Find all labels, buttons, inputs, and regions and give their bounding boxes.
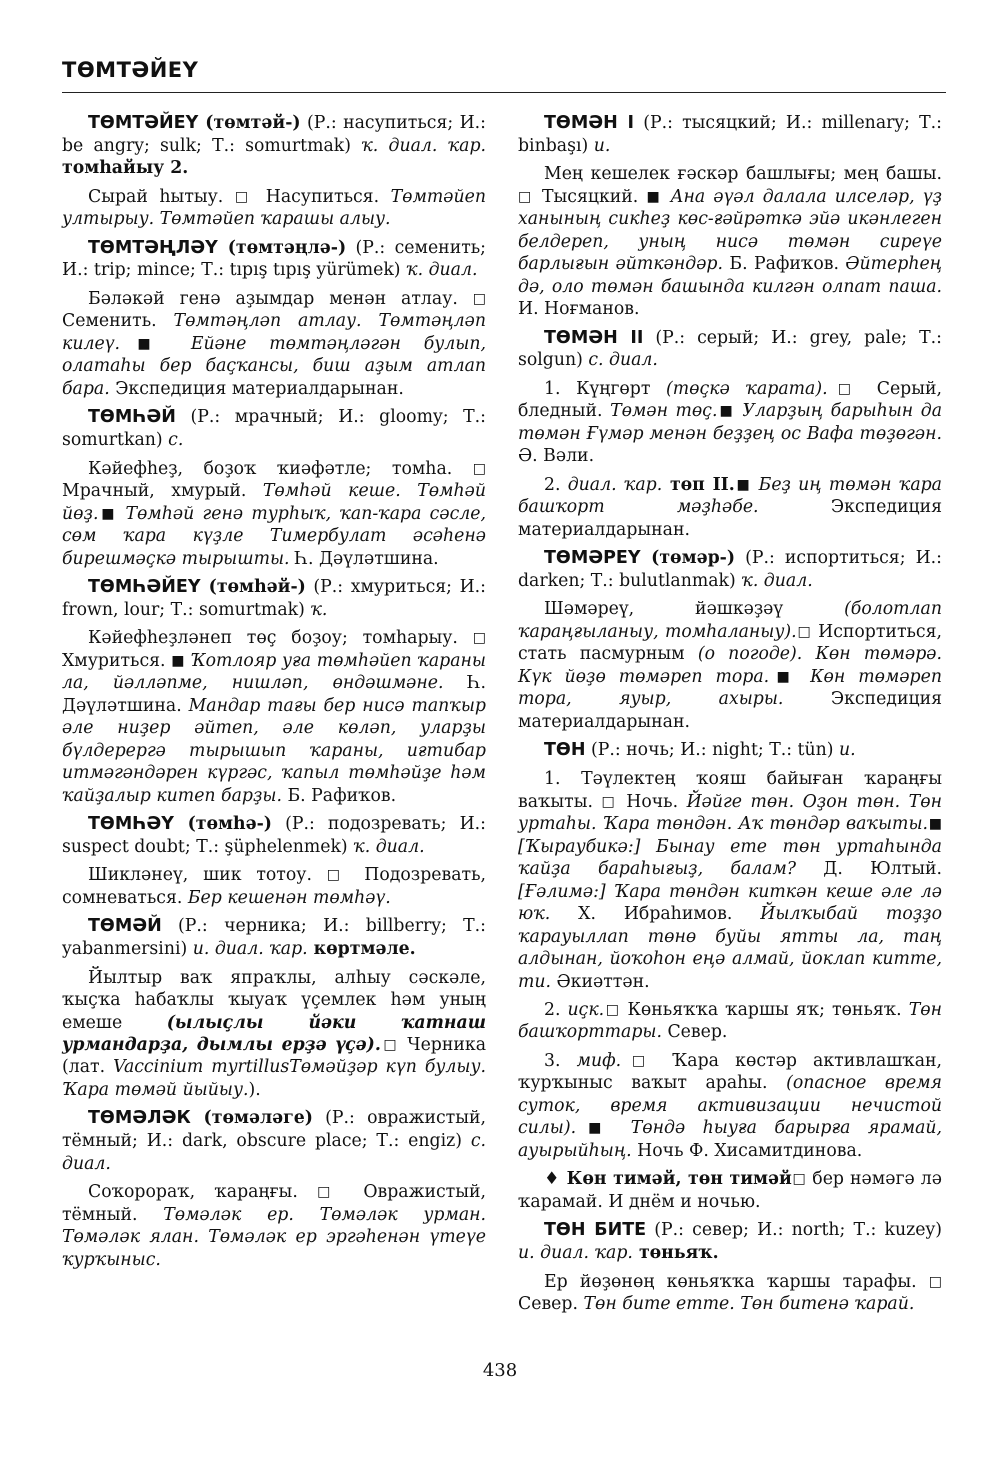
entry-text: Север. — [518, 1294, 584, 1315]
right-column — [518, 112, 942, 1322]
entry-text: (Р.: мрачный; И.: gloomy; Т.: somurtkan) — [62, 407, 486, 451]
dictionary-entry — [62, 1107, 486, 1175]
entry-text: [Ғәлимә:] Ҡара төндән киткән кеше әле лә юҡ. — [518, 881, 942, 925]
entry-text: и. диал. ҡар. — [518, 1243, 633, 1264]
entry-text: Бер кешенән төмһәү. — [187, 887, 391, 908]
definition-paragraph — [518, 768, 942, 993]
entry-text: Төмәйҙәр күп булыу. Ҡара төмәй йыйыу. — [62, 1057, 486, 1100]
headword: ТӨМӘРЕҮ — [544, 548, 641, 569]
entry-text: 3. — [544, 1050, 577, 1071]
headword: ТӨМӘН II — [544, 327, 644, 348]
entry-text: Йылтыр ваҡ япраҡлы, алһыу сәскәле, ҡыҫҡа һабаҡлы ҡыуаҡ үҫемлек һәм уның емеше — [62, 967, 486, 1033]
translation-marker: □ — [604, 1001, 621, 1018]
entry-text: Һ. Дәүләтшина. — [289, 548, 439, 569]
translation-marker: □ — [317, 1184, 345, 1201]
headword: ТӨН БИТЕ — [544, 1220, 647, 1241]
entry-text: (төмтәңлә-) — [217, 237, 347, 258]
entry-text: (Р.: тысяцкий; И.: millenary; Т.: binbaşı) — [518, 113, 942, 156]
entry-text: Мең кешелек ғәскәр башлығы; мең башы. — [544, 164, 942, 185]
entry-text: Экспедиция материалдарынан. — [518, 689, 942, 732]
definition-paragraph — [518, 474, 942, 541]
entry-text: Төмтәйеп ултырыу. Төмтәйеп ҡарашы алыу. — [62, 186, 486, 230]
entry-text: [Ҡыраубикә:] Бынау ете төн уртаһында ҡайҙа бараһығыҙ, балам? — [518, 836, 942, 880]
definition-paragraph — [62, 1181, 486, 1271]
entry-text: и. диал. ҡар. — [192, 939, 308, 960]
entry-text: с. диал. — [588, 350, 658, 371]
entry-text: Төн башҡорттары. — [518, 999, 943, 1043]
translation-marker: □ — [472, 290, 486, 307]
entry-text: Сырай һытыу. — [88, 186, 235, 207]
entry-text: Уларҙың барыһын да төмән Ғүмәр менән беҙҙең ос Вафа төҙөгән. — [518, 401, 943, 444]
entry-text: Йәйге төн. Оҙон төн. Төн уртаһы. Ҡара төндән. Аҡ төндәр ваҡыты. — [518, 791, 942, 835]
translation-marker: □ — [472, 630, 486, 647]
page-number: 438 — [482, 1360, 518, 1381]
dictionary-entry — [62, 915, 486, 960]
translation-marker: □ — [928, 1273, 942, 1290]
entry-text: Көн төмәреп тора, яуыр, ахыры. — [518, 666, 942, 710]
entry-text: Ер йөҙөнөң көньяҡҡа ҡаршы тарафы. — [544, 1271, 929, 1292]
entry-text: И. Ноғманов. — [518, 299, 640, 320]
entry-text: диал. ҡар. — [567, 474, 663, 495]
entry-text: Экспедиция материалдарынан. — [109, 378, 404, 399]
dictionary-entry — [62, 406, 486, 451]
definition-paragraph — [62, 864, 486, 909]
entry-text: (төҫкә ҡарата). — [666, 378, 828, 399]
entry-text: Серый, бледный. — [518, 378, 942, 422]
entry-text: Төмтәңләп атлау. Төмтәңләп килеү. — [62, 311, 486, 354]
translation-marker: □ — [380, 1037, 400, 1053]
entry-text: Ҡотлояр уға төмһәйеп ҡараны ла, йәлләпме, нишләп, өндәшмәне. — [62, 650, 486, 694]
entry-text: көртмәле. — [307, 939, 416, 960]
entry-text: Vaccinium myrtillus — [113, 1057, 290, 1078]
entry-text: ҡ. диал. — [353, 836, 425, 857]
definition-paragraph — [518, 1050, 942, 1162]
entry-text: Кәйефһеҙ, боҙоҡ ҡиәфәтле; томһа. — [88, 458, 473, 479]
dictionary-entry — [62, 813, 486, 858]
entry-text: Ночь — [631, 1140, 689, 1161]
headword: ТӨМӘЛӘК — [88, 1108, 191, 1129]
entry-text: (болотлап ҡараңғыланыу, томһаланыу). — [518, 599, 942, 642]
entry-text: (төмәр-) — [640, 548, 736, 569]
translation-marker: □ — [472, 460, 486, 477]
headword: ТӨМҺӘЙЕҮ — [88, 577, 201, 597]
example-marker: ■ — [171, 652, 185, 669]
translation-marker: □ — [791, 1171, 807, 1188]
entry-text: Мрачный, хмурый. — [62, 481, 263, 502]
entry-text: Насупиться. — [254, 186, 391, 207]
translation-marker: □ — [621, 1052, 656, 1069]
running-head: ТӨМТӘЙЕҮ — [62, 58, 199, 82]
entry-text: Төмәләк ер. Төмәләк урман. Төмәләк ялан. Төмәләк ер эргәһенән үтеүе ҡурҡыныс. — [62, 1204, 486, 1270]
entry-text: (төмһәй-) — [200, 577, 306, 597]
dictionary-entry — [62, 237, 486, 282]
definition-paragraph — [518, 1168, 942, 1213]
example-marker: ■ — [769, 668, 798, 685]
entry-text: ҡ. диал. — [406, 260, 478, 281]
entry-text: ). — [248, 1079, 261, 1100]
entry-text: (Р.: подозревать; И.: suspect doubt; Т.: şüphelenmek) — [62, 814, 486, 857]
entry-text: Төндә һыуға барырға ярамай, ауырыйһың. — [518, 1118, 942, 1161]
entry-text: Шикләнеү, шик тотоу. — [88, 865, 327, 886]
entry-text: (төмтәй-) — [198, 113, 301, 133]
definition-paragraph — [518, 1271, 942, 1316]
definition-paragraph — [62, 458, 486, 570]
entry-text: (ылыҫлы йәки ҡатнаш урмандарҙа, дымлы ерҙә үҫә). — [62, 1012, 486, 1055]
entry-text: (төмәләге) — [190, 1108, 313, 1129]
headword: ТӨМТӘҢЛӘҮ — [88, 237, 218, 258]
entry-text: Ф. Хисамитдинова. — [688, 1140, 863, 1161]
entry-text: Йылҡыбай тоҙҙо ҡарауыллап төнө буйы ятты ла, таң алдынан, йоҡоһон еңә алмай, йоклап китте, ти. — [518, 904, 942, 992]
entry-text: (Р.: ночь; И.: night; Т.: tün) — [585, 740, 839, 761]
example-marker: ■ — [98, 505, 118, 522]
example-marker: ■ — [928, 816, 942, 833]
entry-text: Ночь. — [617, 791, 687, 812]
entry-text: төньяҡ. — [632, 1243, 719, 1264]
entry-text: (Р.: испортиться; И.: darken; Т.: bulutlanmak) — [518, 548, 942, 591]
entry-text: Төмһәй генә турһыҡ, ҡап-ҡара сәсле, сөм ҡара күҙле Тимербулат әсәһенә бирешмәҫкә тырышты. — [62, 503, 486, 569]
headword: ТӨМӘЙ — [88, 916, 162, 937]
entry-text: Овражистый, тёмный. — [62, 1182, 486, 1225]
entry-text: Әйтерһең дә, оло төмән башында килгән олпат паша. — [518, 254, 942, 297]
entry-text: ҡ. — [310, 599, 328, 620]
dictionary-entry — [62, 576, 486, 621]
entry-text: 1. Күңгөрт — [544, 378, 667, 399]
entry-text: (Р.: хмуриться; И.: frown, lour; Т.: somurtmak) — [62, 577, 486, 620]
entry-text: Ә. Вәли. — [518, 446, 595, 467]
entry-text: Д. Юлтый. — [796, 859, 942, 880]
entry-text: иҫк. — [567, 999, 605, 1020]
entry-text: Кәйефһеҙләнеп төҫ боҙоу; томһарыу. — [88, 628, 473, 649]
dictionary-entry — [518, 327, 942, 372]
entry-text: (Р.: черника; И.: billberry; Т.: yabanmersini) — [62, 916, 486, 960]
dictionary-entry — [518, 112, 942, 157]
dictionary-entry — [62, 112, 486, 180]
entry-text: (о погоде). Көн төмәрә. Күк йөҙө төмәреп тора. — [518, 644, 942, 687]
entry-text: Экспедиция материалдарынан. — [518, 497, 942, 540]
dictionary-entry — [518, 547, 942, 592]
entry-text: төп II. — [662, 474, 735, 495]
translation-marker: □ — [326, 867, 350, 884]
entry-text: (Р.: север; И.: north; Т.: kuzey) — [646, 1220, 942, 1241]
headword: ТӨМӘН I — [544, 113, 635, 133]
entry-text: Семенить. — [62, 311, 174, 332]
entry-text: ♦ — [544, 1169, 561, 1190]
translation-marker: □ — [601, 793, 618, 810]
entry-text: миф. — [576, 1050, 622, 1071]
entry-text: Көньяҡҡа ҡаршы яҡ; төньяҡ. — [620, 999, 909, 1020]
entry-text: Әкиәттән. — [551, 971, 650, 992]
dictionary-entry — [518, 739, 942, 762]
entry-text: Б. Рафиҡов. — [281, 785, 397, 806]
headword: ТӨМҺӘҮ — [88, 814, 174, 835]
entry-text: ҡ. диал. — [741, 571, 813, 591]
entry-text: Б. Рафиҡов. — [722, 254, 846, 275]
definition-paragraph — [518, 163, 942, 320]
entry-text: Соҡорораҡ, ҡараңғы. — [88, 1182, 318, 1203]
example-marker: ■ — [717, 403, 735, 420]
entry-text: Ейәне төмтәңләгән булып, олатаһы бер баҫҡансы, биш аҙым атлап бара. — [62, 333, 486, 399]
entry-text: Төн бите етте. Төн битенә ҡарай. — [583, 1294, 915, 1315]
entry-text: с. диал. — [62, 1131, 486, 1174]
entry-text: Һ. Дәүләтшина. — [62, 673, 487, 716]
entry-text: Төмһәй кеше. Төмһәй йөҙ. — [62, 481, 486, 524]
definition-paragraph — [518, 598, 942, 733]
headword: ТӨМҺӘЙ — [88, 407, 176, 428]
definition-paragraph — [518, 999, 942, 1044]
entry-text: и. — [838, 740, 856, 761]
headword: ТӨН — [544, 740, 586, 761]
headword: ТӨМТӘЙЕҮ — [88, 113, 199, 133]
entry-text: (Р.: насупиться; И.: be angry; sulk; Т.: somurtmak) — [62, 113, 486, 156]
entry-text: (төмһә-) — [173, 814, 272, 835]
header-rule — [62, 92, 946, 93]
translation-marker: □ — [796, 623, 812, 640]
dictionary-entry — [518, 1219, 942, 1264]
definition-paragraph — [62, 627, 486, 807]
entry-text: Ана әүәл далала илселәр, үҙ ханының сикһеҙ көс-ғәйрәткә эйә икәнлеген белдереп, уның нисә төмән сиреүе барлығын әйткәндәр. — [518, 186, 943, 275]
entry-text: Төмән төҫ. — [610, 401, 718, 422]
entry-text: Подозревать, сомневаться. — [62, 865, 486, 908]
entry-text: Тысяцкий. — [533, 186, 647, 207]
entry-text: 2. — [544, 474, 568, 495]
entry-text: Х. Ибраһимов. — [550, 904, 761, 925]
entry-text: Черника (лат. — [62, 1035, 486, 1078]
entry-text: и. — [593, 135, 611, 156]
entry-text: 2. — [544, 999, 568, 1020]
entry-text: (Р.: овражистый, тёмный; И.: dark, obscure place; Т.: engiz) — [62, 1108, 487, 1152]
entry-text: Көн тимәй, төн тимәй — [560, 1169, 792, 1190]
entry-text: томһайыу 2. — [62, 158, 189, 179]
definition-paragraph — [518, 378, 942, 468]
entry-text: с. — [168, 430, 184, 451]
entry-text: Хмуриться. — [62, 650, 172, 671]
entry-text: Ҡара көстәр активлашҡан, ҡурҡыныс ваҡыт араһы. — [518, 1050, 943, 1094]
entry-text: Мандар тағы бер нисә тапҡыр әле ниҙер әйтеп, әле көләп, уларҙы бүлдерергә тырышып ҡараны, иғтибар итмәгәндәрен күргәс, ҡапыл төмһәйҙе һәм ҡайҙалыр китеп барҙы. — [62, 695, 486, 806]
example-marker: ■ — [734, 476, 752, 493]
entry-text: ҡ. диал. ҡар. — [361, 135, 487, 156]
example-marker: ■ — [120, 335, 168, 352]
entry-text: Беҙ иң төмән ҡара башҡорт мәҙһәбе. — [518, 474, 942, 518]
entry-text: (Р.: семенить; И.: trip; mince; Т.: tıpış tıpış yürümek) — [62, 237, 487, 281]
definition-paragraph — [62, 288, 486, 400]
definition-paragraph — [62, 186, 486, 231]
definition-paragraph — [62, 967, 486, 1102]
translation-marker: □ — [234, 188, 255, 205]
entry-text: (опасное время суток, время активизации нечистой силы). — [518, 1073, 942, 1139]
example-marker: ■ — [576, 1120, 614, 1137]
entry-text: Шәмәреү, йәшкәҙәү — [544, 599, 845, 620]
entry-text: И днём и ночью. — [608, 1191, 761, 1212]
entry-text: 1. Тәүлектең ҡояш байыған ҡараңғы ваҡыты. — [518, 769, 942, 812]
entry-text: бер нәмәгә лә ҡарамай. — [518, 1169, 942, 1212]
entry-text: Испортиться, стать пасмурным — [518, 621, 942, 665]
example-marker: ■ — [646, 188, 663, 205]
entry-text: Бәләкәй генә аҙымдар менән атлау. — [88, 288, 473, 309]
entry-text: (Р.: серый; И.: grey, pale; Т.: solgun) — [518, 327, 942, 371]
left-column — [62, 112, 486, 1277]
entry-text: Север. — [661, 1022, 728, 1043]
translation-marker: □ — [518, 188, 534, 205]
translation-marker: □ — [827, 380, 862, 397]
